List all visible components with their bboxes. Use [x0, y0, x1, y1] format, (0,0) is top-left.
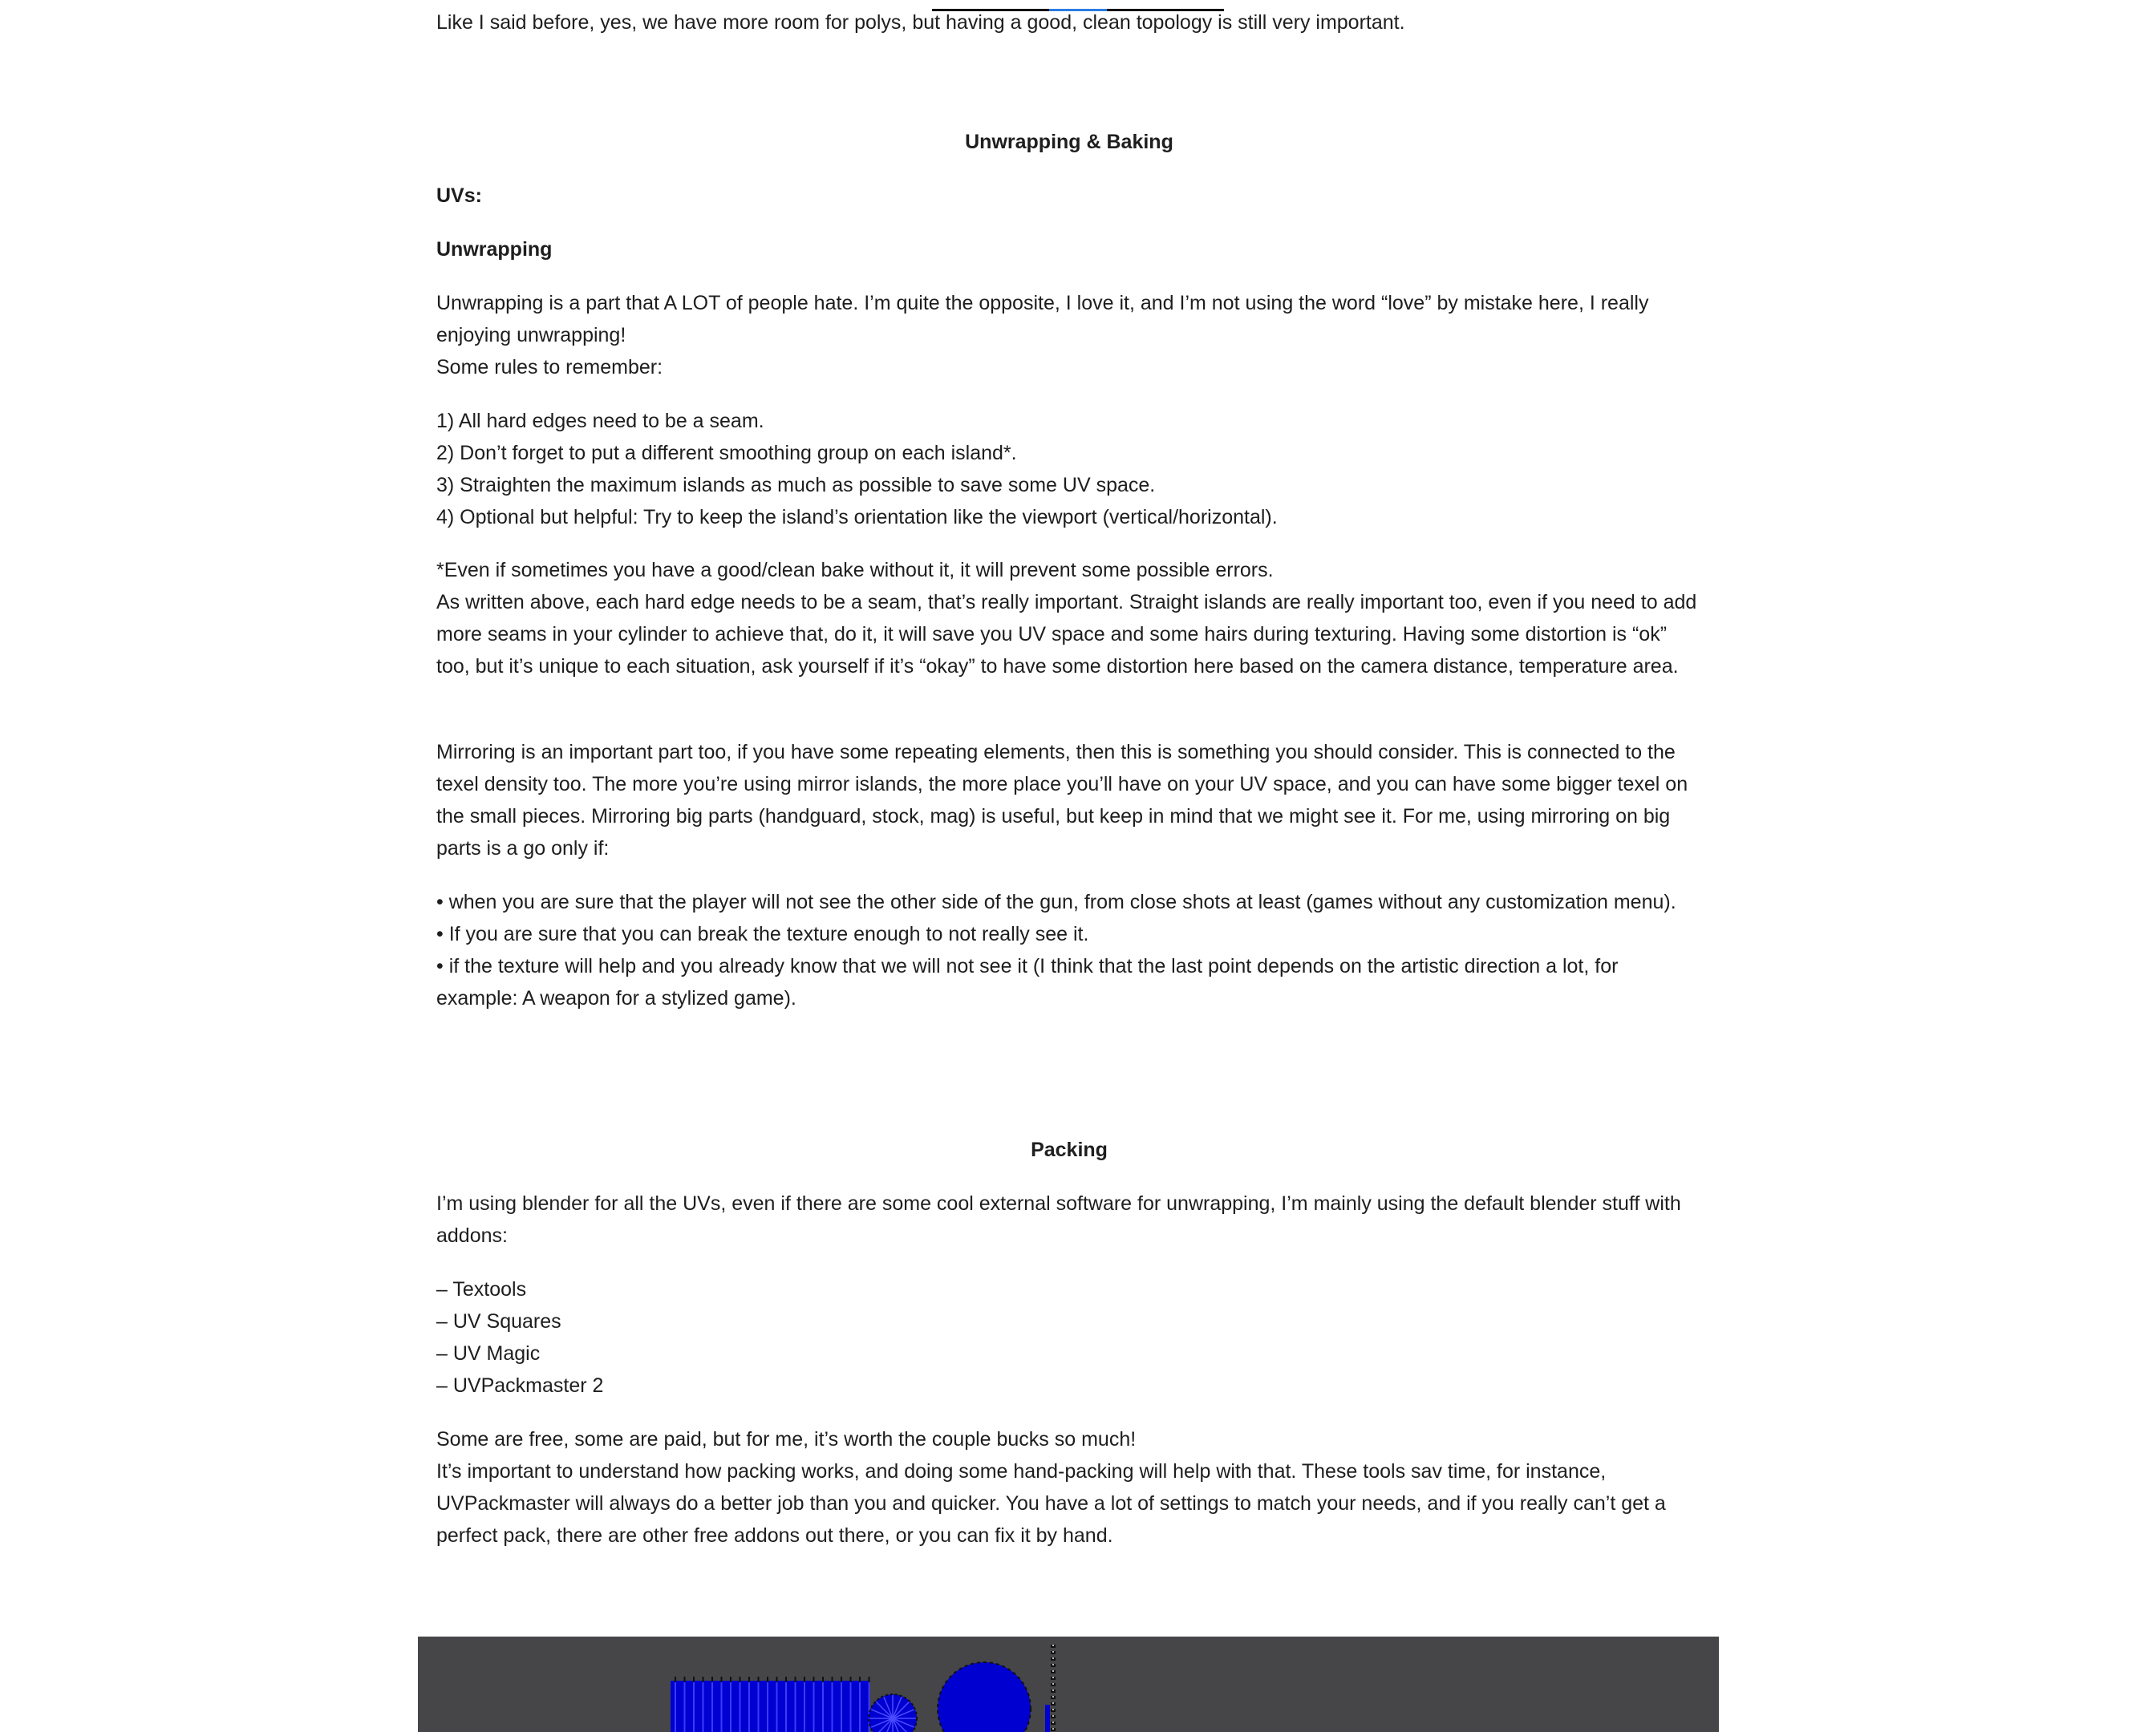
list-item: – Textools: [436, 1278, 527, 1301]
list-item: – UVPackmaster 2: [436, 1374, 604, 1397]
subheading-unwrapping: Unwrapping: [436, 238, 553, 261]
packing-intro: I’m using blender for all the UVs, even if there are some cool external software for unwrapping, I’m mainly using the default blender stuff with addons:: [436, 1192, 1681, 1247]
seams-section: [436, 554, 1702, 682]
section-heading-unwrapping-baking: Unwrapping & Baking: [965, 131, 1173, 153]
intro-paragraph: Like I said before, yes, we have more room for polys, but having a good, clean topology is still very important.: [436, 11, 1405, 34]
unwrapping-intro: [436, 287, 1702, 383]
list-item: 3) Straighten the maximum islands as much as possible to save some UV space.: [436, 474, 1156, 496]
unwrapping-intro-text: Unwrapping is a part that A LOT of people hate. I’m quite the opposite, I love it, and I’m not using the word “love” by mistake here, I really enjoying unwrapping!: [436, 292, 1649, 346]
uv-strip-island: [671, 1677, 869, 1732]
uv-small-disc-island: [869, 1694, 917, 1732]
uv-large-disc-island: [938, 1662, 1031, 1732]
list-item: – UV Squares: [436, 1310, 561, 1333]
uvs-label: UVs:: [436, 184, 482, 207]
packing-importance-paragraph: It’s important to understand how packing works, and doing some hand-packing will help with that. These tools sav time, for instance, UVPackmaster will always do a better job than you and quicker. You have a lot of settings to match your needs, and if you really can’t get a perfect pack, there are other free addons out there, or you can fix it by hand.: [436, 1460, 1666, 1547]
mirroring-bullets: [436, 886, 1702, 1014]
footnote: *Even if sometimes you have a good/clean bake without it, it will prevent some possible errors.: [436, 559, 1274, 581]
list-item: 4) Optional but helpful: Try to keep the island’s orientation like the viewport (vertical/horizontal).: [436, 506, 1278, 528]
uv-thin-island: [1045, 1645, 1053, 1732]
list-item: 2) Don’t forget to put a different smoothing group on each island*.: [436, 442, 1017, 464]
seams-paragraph: As written above, each hard edge needs to be a seam, that’s really important. Straight islands are really important too, even if you need to add more seams in your cylinder to achieve that, do it, it will save you UV space and some hairs during texturing. Having some distortion is “ok” too, but it’s unique to each situation, ask yourself if it’s “okay” to have some distortion here based on the camera distance, temperature area.: [436, 591, 1697, 678]
uv-layout-image: [418, 1637, 1719, 1732]
rules-lead-in: Some rules to remember:: [436, 356, 663, 378]
list-item: • when you are sure that the player will not see the other side of the gun, from close shots at least (games without any customization menu).: [436, 891, 1676, 913]
list-item: • if the texture will help and you already know that we will not see it (I think that the last point depends on the artistic direction a lot, for example: A weapon for a stylized game).: [436, 955, 1619, 1010]
addons-list: [436, 1273, 1702, 1402]
uv-islands-illustration: [418, 1637, 1719, 1732]
list-item: – UV Magic: [436, 1342, 541, 1365]
list-item: • If you are sure that you can break the texture enough to not really see it.: [436, 923, 1089, 945]
packing-closing: [436, 1423, 1702, 1552]
free-paid-paragraph: Some are free, some are paid, but for me, it’s worth the couple bucks so much!: [436, 1428, 1137, 1451]
list-item: 1) All hard edges need to be a seam.: [436, 410, 764, 432]
section-heading-packing: Packing: [1031, 1139, 1108, 1161]
mirroring-paragraph: Mirroring is an important part too, if you have some repeating elements, then this is something you should consider. This is connected to the texel density too. The more you’re using mirror islands, the more place you’ll have on your UV space, and you can have some bigger texel on the small pieces. Mirroring big parts (handguard, stock, mag) is useful, but keep in mind that we might see it. For me, using mirroring on big parts is a go only if:: [436, 741, 1688, 860]
rules-list: [436, 405, 1702, 533]
